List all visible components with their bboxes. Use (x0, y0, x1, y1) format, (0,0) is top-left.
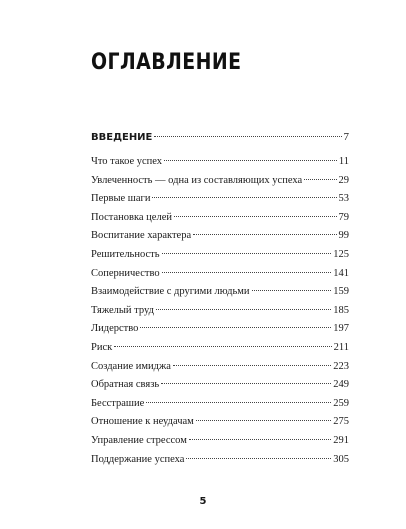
dot-leader (152, 197, 336, 198)
toc-entry-title: Увлеченность — одна из составляющих успеха (91, 174, 303, 186)
toc-entry-page: 7 (343, 131, 349, 143)
toc-entry-title: Первые шаги (91, 193, 151, 205)
dot-leader (140, 327, 331, 328)
toc-entry-page: 275 (333, 416, 349, 428)
toc-entry-introduction (91, 131, 349, 143)
toc-entry (91, 249, 349, 268)
toc-entry (91, 286, 349, 305)
toc-entry-title: Что такое успех (91, 156, 163, 167)
toc-entry-title: ВВЕДЕНИЕ (91, 132, 153, 143)
toc-entry-title: Создание имиджа (91, 360, 171, 372)
dot-leader (189, 439, 331, 440)
toc-entry-title: Поддержание успеха (91, 453, 185, 465)
toc-entry-page: 223 (333, 360, 349, 372)
dot-leader (114, 346, 331, 347)
toc-entry (91, 361, 349, 380)
table-of-contents (91, 156, 349, 472)
page-number: 5 (199, 496, 207, 507)
dot-leader (174, 216, 337, 217)
toc-entry-page: 11 (338, 156, 349, 167)
toc-entry-title: Взаимодействие с другими людьми (91, 286, 250, 298)
toc-entry-title: Лидерство (91, 323, 139, 335)
dot-leader (156, 309, 331, 310)
toc-entry-page: 53 (338, 193, 349, 205)
page-title: ОГЛАВЛЕНИЕ (91, 50, 242, 75)
dot-leader (154, 136, 341, 137)
toc-entry-title: Риск (91, 341, 113, 353)
dot-leader (173, 365, 331, 366)
toc-entry (91, 379, 349, 398)
dot-leader (193, 234, 336, 235)
dot-leader (304, 179, 336, 180)
toc-entry-page: 141 (333, 267, 349, 279)
toc-entry-title: Соперничество (91, 267, 160, 279)
dot-leader (162, 272, 332, 273)
toc-entry-title: Воспитание характера (91, 230, 192, 242)
toc-entry-page: 29 (338, 174, 349, 186)
toc-entry (91, 230, 349, 249)
dot-leader (252, 290, 332, 291)
dot-leader (186, 458, 331, 459)
toc-entry-page: 291 (333, 434, 349, 446)
toc-entry-page: 305 (333, 453, 349, 465)
toc-entry (91, 416, 349, 435)
toc-entry (91, 193, 349, 212)
toc-entry-page: 125 (333, 248, 349, 260)
toc-entry-title: Обратная связь (91, 379, 160, 391)
toc-entry (91, 435, 349, 454)
toc-entry-page: 197 (333, 323, 349, 335)
toc-entry-page: 185 (333, 304, 349, 316)
toc-entry-page: 211 (333, 341, 349, 353)
toc-entry (91, 305, 349, 324)
dot-leader (196, 420, 331, 421)
toc-entry (91, 454, 349, 473)
toc-entry-page: 99 (338, 230, 349, 242)
toc-entry-title: Бесстрашие (91, 397, 145, 409)
toc-entry (91, 156, 349, 175)
dot-leader (164, 160, 337, 161)
toc-entry (91, 398, 349, 417)
toc-entry-title: Тяжелый труд (91, 304, 154, 316)
toc-entry-title: Решительность (91, 248, 160, 260)
toc-entry (91, 323, 349, 342)
toc-entry-title: Постановка целей (91, 211, 172, 223)
dot-leader (146, 402, 331, 403)
toc-entry (91, 342, 349, 361)
toc-entry-page: 249 (333, 379, 349, 391)
toc-entry-title: Управление стрессом (91, 434, 187, 446)
dot-leader (161, 383, 331, 384)
dot-leader (162, 253, 332, 254)
toc-entry-page: 79 (338, 211, 349, 223)
toc-entry-page: 159 (333, 286, 349, 298)
toc-entry (91, 268, 349, 287)
toc-entry-title: Отношение к неудачам (91, 416, 194, 428)
toc-entry-page: 259 (333, 397, 349, 409)
toc-entry (91, 212, 349, 231)
toc-entry (91, 175, 349, 194)
